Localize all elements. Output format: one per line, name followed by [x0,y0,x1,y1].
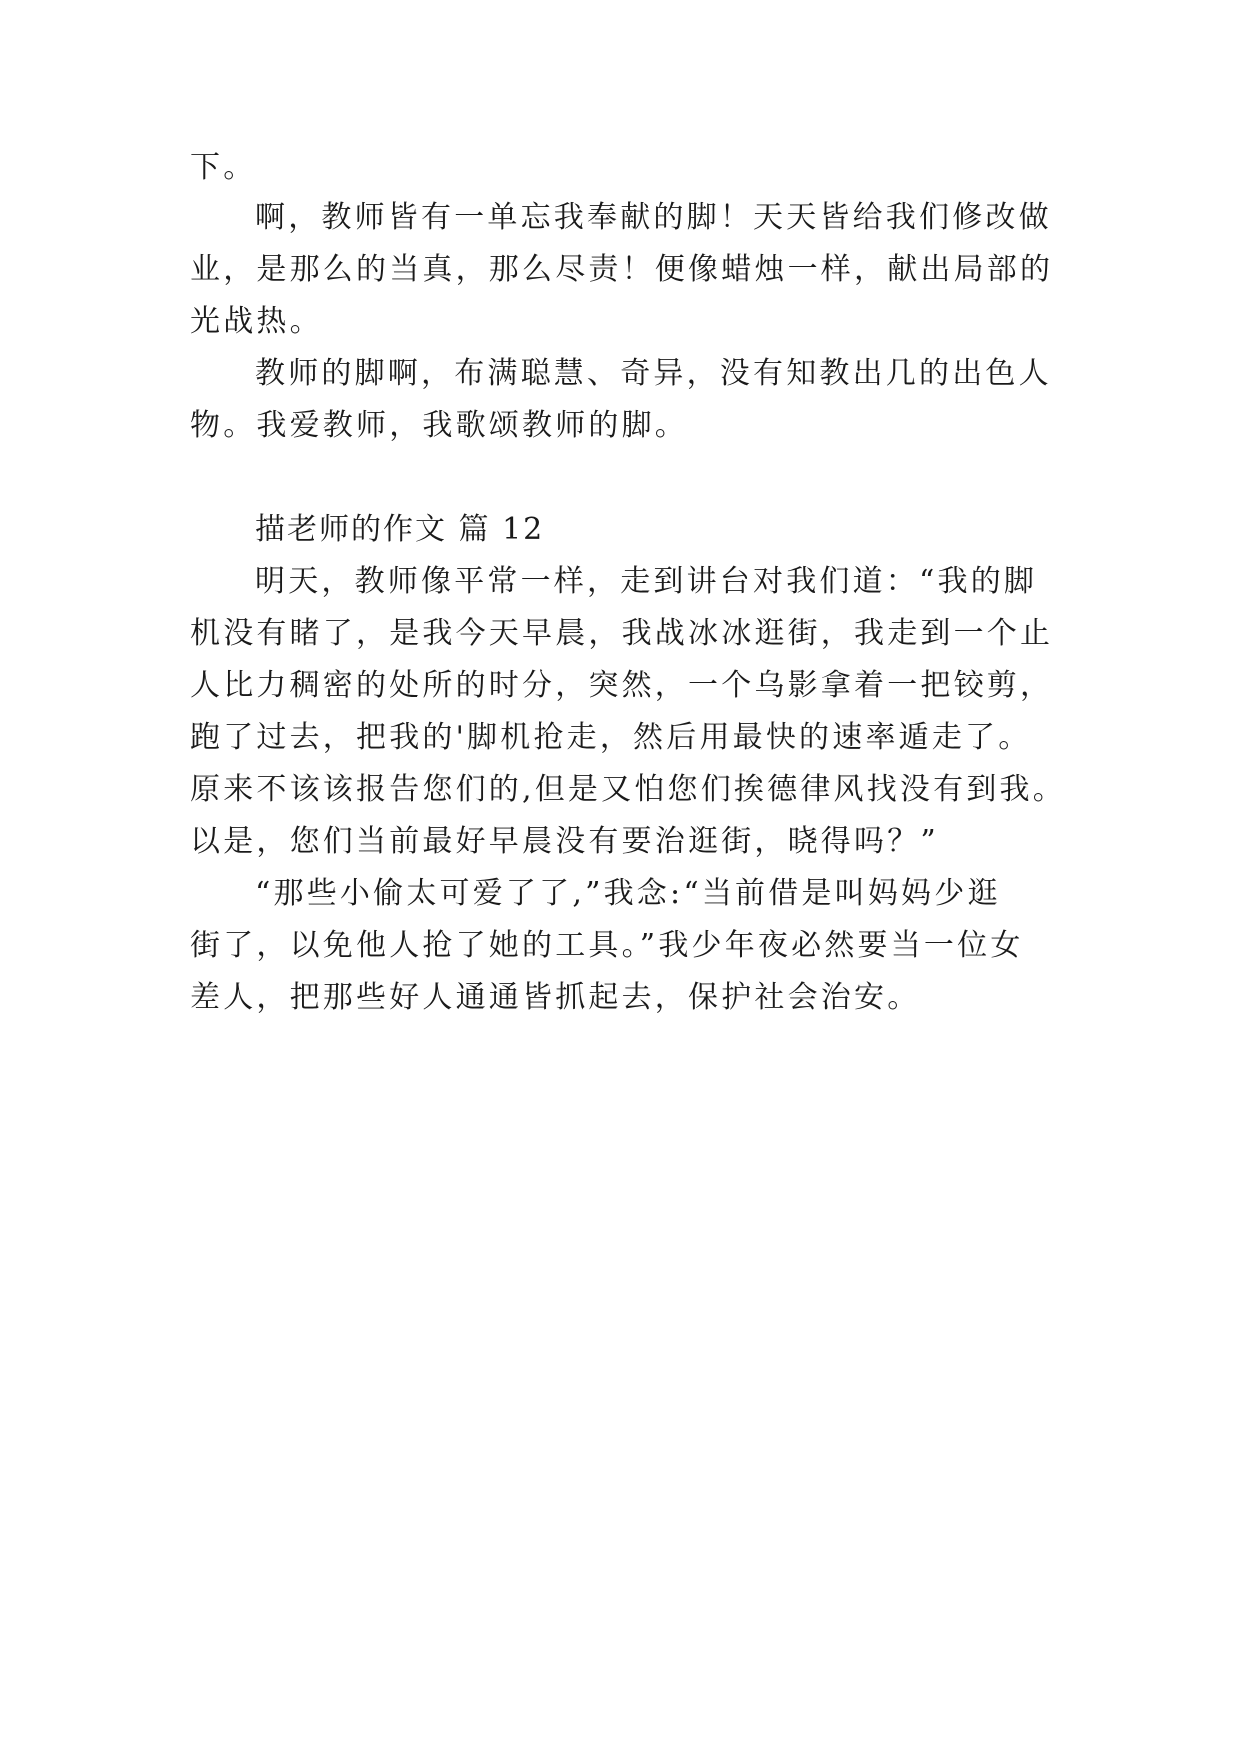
paragraph-4-line-1: 明天，教师像平常一样，走到讲台对我们道：“我的脚 [255,564,1038,599]
paragraph-2-line-1: 啊，教师皆有一单忘我奉献的脚！天天皆给我们修改做 [255,200,1052,235]
paragraph-3-line-1: 教师的脚啊，布满聪慧、奇异，没有知教出几的出色人 [255,356,1052,391]
paragraph-2-line-3: 光战热。 [190,304,323,339]
paragraph-4-line-6: 以是，您们当前最好早晨没有要治逛街，晓得吗？” [190,824,939,859]
paragraph-4-line-2: 机没有睹了，是我今天早晨，我战冰冰逛街，我走到一个止 [190,616,1054,651]
paragraph-4-line-3: 人比力稠密的处所的时分，突然，一个乌影拿着一把铰剪， [190,668,1054,703]
paragraph-5-line-2: 街了，以免他人抢了她的工具。”我少年夜必然要当一位女 [190,928,1024,963]
paragraph-5-line-3: 差人，把那些好人通通皆抓起去，保护社会治安。 [190,980,921,1015]
paragraph-4-line-5: 原来不该该报告您们的,但是又怕您们挨德律风找没有到我。 [190,772,1066,807]
paragraph-1-end: 下。 [190,150,257,185]
paragraph-2-line-2: 业，是那么的当真，那么尽责！便像蜡烛一样，献出局部的 [190,252,1054,287]
paragraph-4-line-4: 跑了过去，把我的'脚机抢走，然后用最快的速率遁走了。 [190,720,1032,755]
section-heading: 描老师的作文 篇 12 [255,512,545,547]
paragraph-3-line-2: 物。我爱教师，我歌颂教师的脚。 [190,408,688,443]
paragraph-5-line-1: “那些小偷太可爱了了,”我念:“当前借是叫妈妈少逛 [255,876,1001,911]
